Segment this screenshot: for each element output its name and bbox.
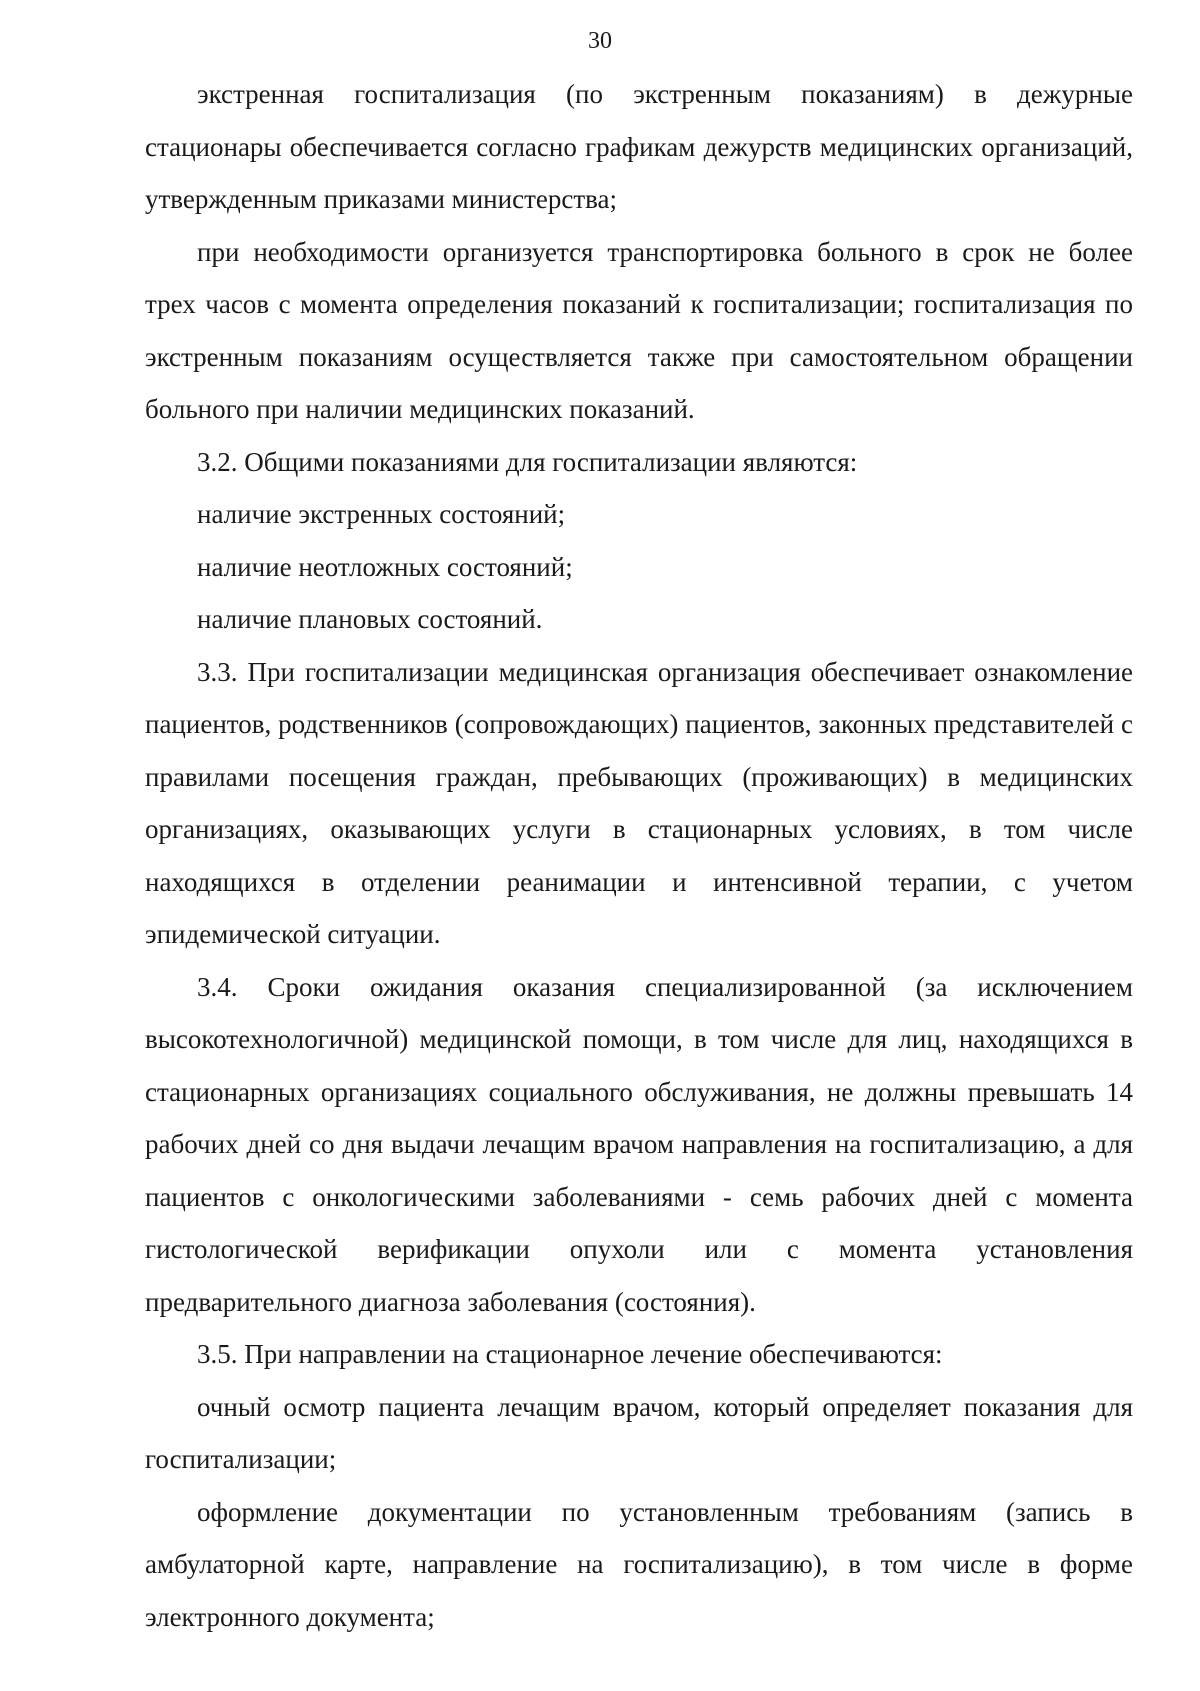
- paragraph-emergency-hospitalization: экстренная госпитализация (по экстренным показаниям) в дежурные стационары обеспечивается согласно графикам дежурств медицинских организаций, утвержденным приказами министерства;: [145, 79, 1133, 214]
- list-item-planned-conditions: наличие плановых состояний.: [197, 604, 543, 634]
- list-item-emergency-conditions: наличие экстренных состояний;: [197, 499, 566, 529]
- list-item-documentation: оформление документации по установленным требованиям (запись в амбулаторной карте, направление на госпитализацию), в том числе в форме электронного документа;: [145, 1496, 1133, 1632]
- document-body: [145, 68, 1133, 1643]
- paragraph-3-3: 3.3. При госпитализации медицинская организация обеспечивает ознакомление пациентов, родственников (сопровождающих) пациентов, законных представителей с правилами посещения граждан, пребывающих (проживающих) в медицинских организациях, оказывающих услуги в стационарных условиях, в том числе находящихся в отделении реанимации и интенсивной терапии, с учетом эпидемической ситуации.: [145, 656, 1133, 949]
- list-item-in-person-exam: очный осмотр пациента лечащим врачом, который определяет показания для госпитализации;: [145, 1391, 1133, 1474]
- paragraph-3-4: 3.4. Сроки ожидания оказания специализированной (за исключением высокотехнологичной) медицинской помощи, в том числе для лиц, находящихся в стационарных организациях социального обслуживания, не должны превышать 14 рабочих дней со дня выдачи лечащим врачом направления на госпитализацию, а для пациентов с онкологическими заболеваниями - семь рабочих дней с момента гистологической верификации опухоли или с момента установления предварительного диагноза заболевания (состояния).: [145, 971, 1133, 1317]
- paragraph-transportation: при необходимости организуется транспортировка больного в срок не более трех часов с момента определения показаний к госпитализации; госпитализация по экстренным показаниям осуществляется также при самостоятельном обращении больного при наличии медицинских показаний.: [145, 236, 1133, 424]
- page-number: 30: [588, 28, 612, 54]
- list-item-urgent-conditions: наличие неотложных состояний;: [197, 551, 573, 582]
- paragraph-3-2-heading: 3.2. Общими показаниями для госпитализации являются:: [197, 446, 858, 477]
- paragraph-3-5-heading: 3.5. При направлении на стационарное лечение обеспечиваются:: [197, 1339, 943, 1369]
